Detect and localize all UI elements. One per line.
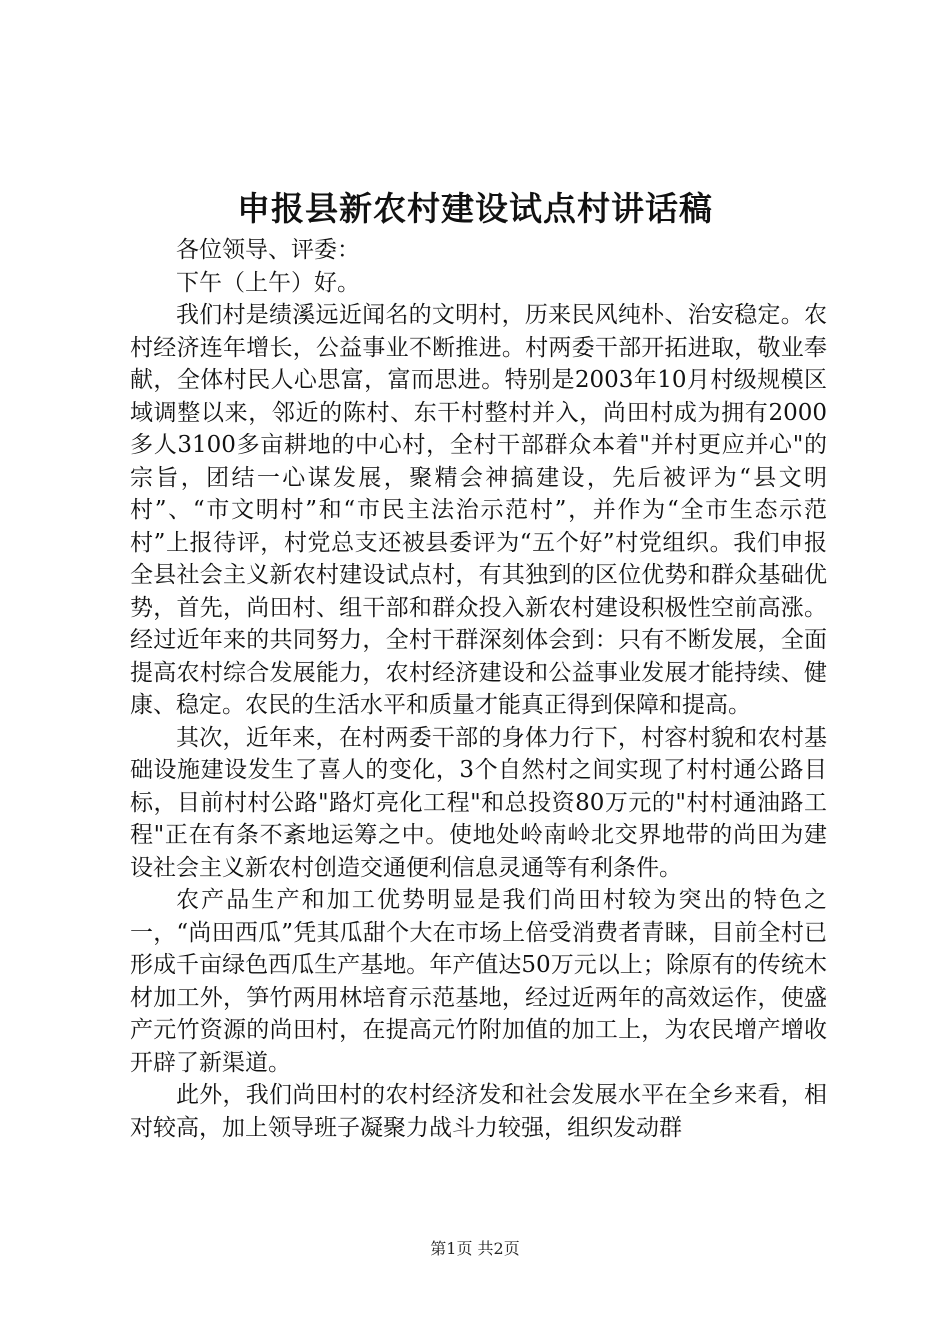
paragraph-agriculture: 农产品生产和加工优势明显是我们尚田村较为突出的特色之一，“尚田西瓜”凭其瓜甜个大在市场上倍受消费者青睐，目前全村已形成千亩绿色西瓜生产基地。年产值达50万元以上；除原有的传统木材加工外，笋竹两用林培育示范基地，经过近两年的高效运作，使盛产元竹资源的尚田村，在提高元竹附加值的加工上，为农民增产增收开辟了新渠道。 [130, 887, 827, 1076]
document-body [130, 234, 827, 1144]
paragraph-greeting: 下午（上午）好。 [176, 269, 360, 296]
paragraph-salutation: 各位领导、评委： [176, 237, 360, 263]
paragraph-infrastructure: 其次，近年来，在村两委干部的身体力行下，村容村貌和农村基础设施建设发生了喜人的变化，3个自然村之间实现了村村通公路目标，目前村村公路"路灯亮化工程"和总投资80万元的"村村通油路工程"正在有条不紊地运筹之中。使地处岭南岭北交界地带的尚田为建设社会主义新农村创造交通便利信息灵通等有利条件。 [130, 724, 827, 881]
document-title: 申报县新农村建设试点村讲话稿 [237, 189, 713, 228]
page-number-footer: 第1页 共2页 [430, 1239, 520, 1258]
paragraph-intro: 我们村是绩溪远近闻名的文明村，历来民风纯朴、治安稳定。农村经济连年增长，公益事业不断推进。村两委干部开拓进取，敬业奉献，全体村民人心思富，富而思进。特别是2003年10月村级规模区域调整以来，邻近的陈村、东干村整村并入，尚田村成为拥有2000多人3100多亩耕地的中心村，全村干部群众本着"并村更应并心"的宗旨，团结一心谋发展，聚精会神搞建设，先后被评为“县文明村”、“市文明村”和“市民主法治示范村”，并作为“全市生态示范村”上报待评，村党总支还被县委评为“五个好”村党组织。我们申报全县社会主义新农村建设试点村，有其独到的区位优势和群众基础优势，首先，尚田村、组干部和群众投入新农村建设积极性空前高涨。经过近年来的共同努力，全村干群深刻体会到：只有不断发展，全面提高农村综合发展能力，农村经济建设和公益事业发展才能持续、健康、稳定。农民的生活水平和质量才能真正得到保障和提高。 [130, 302, 827, 718]
paragraph-additional: 此外，我们尚田村的农村经济发和社会发展水平在全乡来看，相对较高，加上领导班子凝聚力战斗力较强，组织发动群 [130, 1082, 827, 1141]
